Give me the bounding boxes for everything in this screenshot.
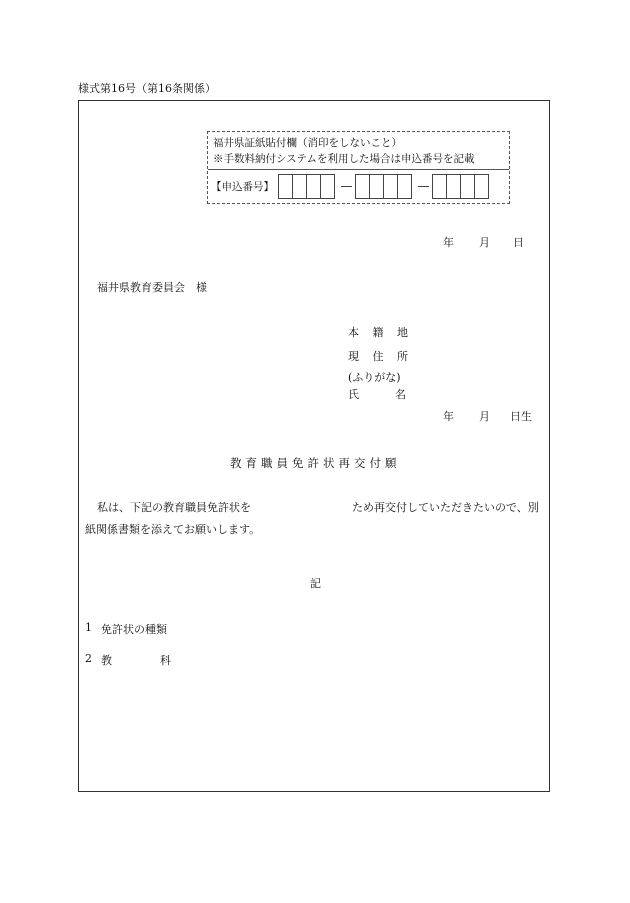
body-text-continuation: ため再交付していただきたいので、別	[352, 501, 539, 514]
stamp-note: ※手数料納付システムを利用した場合は申込番号を記載	[213, 153, 475, 165]
name-label-2: 名	[395, 388, 406, 401]
item-1-number: 1	[85, 621, 92, 634]
digit-cell[interactable]	[369, 174, 384, 199]
body-text-line2: 紙関係書類を添えてお願いします。	[85, 523, 261, 536]
application-number-group-1[interactable]	[278, 174, 335, 199]
birth-month-label: 月	[479, 410, 490, 423]
application-number-group-3[interactable]	[432, 174, 489, 199]
application-number-label: 【申込番号】	[211, 181, 274, 193]
number-separator	[418, 186, 429, 187]
digit-cell[interactable]	[278, 174, 293, 199]
item-2-label-b: 科	[160, 654, 171, 667]
body-text-start: 私は、下記の教育職員免許状を	[97, 501, 251, 514]
stamp-divider	[208, 169, 509, 170]
item-1-label: 免許状の種類	[101, 623, 167, 636]
document-title: 教育職員免許状再交付願	[230, 456, 401, 470]
item-2-label-a: 教	[101, 654, 112, 667]
birth-day-label: 日生	[510, 410, 532, 423]
digit-cell[interactable]	[460, 174, 475, 199]
digit-cell[interactable]	[292, 174, 307, 199]
furigana-label: (ふりがな)	[348, 371, 401, 384]
address-label: 現 住 所	[348, 350, 413, 363]
number-separator	[341, 186, 352, 187]
addressee: 福井県教育委員会 様	[97, 281, 207, 294]
date-month-label: 月	[479, 236, 490, 249]
digit-cell[interactable]	[432, 174, 447, 199]
honseki-label: 本 籍 地	[348, 326, 413, 339]
digit-cell[interactable]	[383, 174, 398, 199]
date-year-label: 年	[443, 236, 454, 249]
revenue-stamp-box	[207, 131, 510, 204]
name-label-1: 氏	[348, 388, 359, 401]
digit-cell[interactable]	[474, 174, 489, 199]
stamp-instruction: 福井県証紙貼付欄（消印をしないこと）	[213, 137, 402, 149]
item-2-number: 2	[85, 652, 92, 665]
digit-cell[interactable]	[446, 174, 461, 199]
form-number-label: 様式第16号（第16条関係）	[78, 82, 216, 95]
date-day-label: 日	[513, 236, 524, 249]
application-number-group-2[interactable]	[355, 174, 412, 199]
digit-cell[interactable]	[355, 174, 370, 199]
digit-cell[interactable]	[306, 174, 321, 199]
birth-year-label: 年	[443, 410, 454, 423]
digit-cell[interactable]	[397, 174, 412, 199]
ki-heading: 記	[310, 577, 321, 590]
digit-cell[interactable]	[320, 174, 335, 199]
